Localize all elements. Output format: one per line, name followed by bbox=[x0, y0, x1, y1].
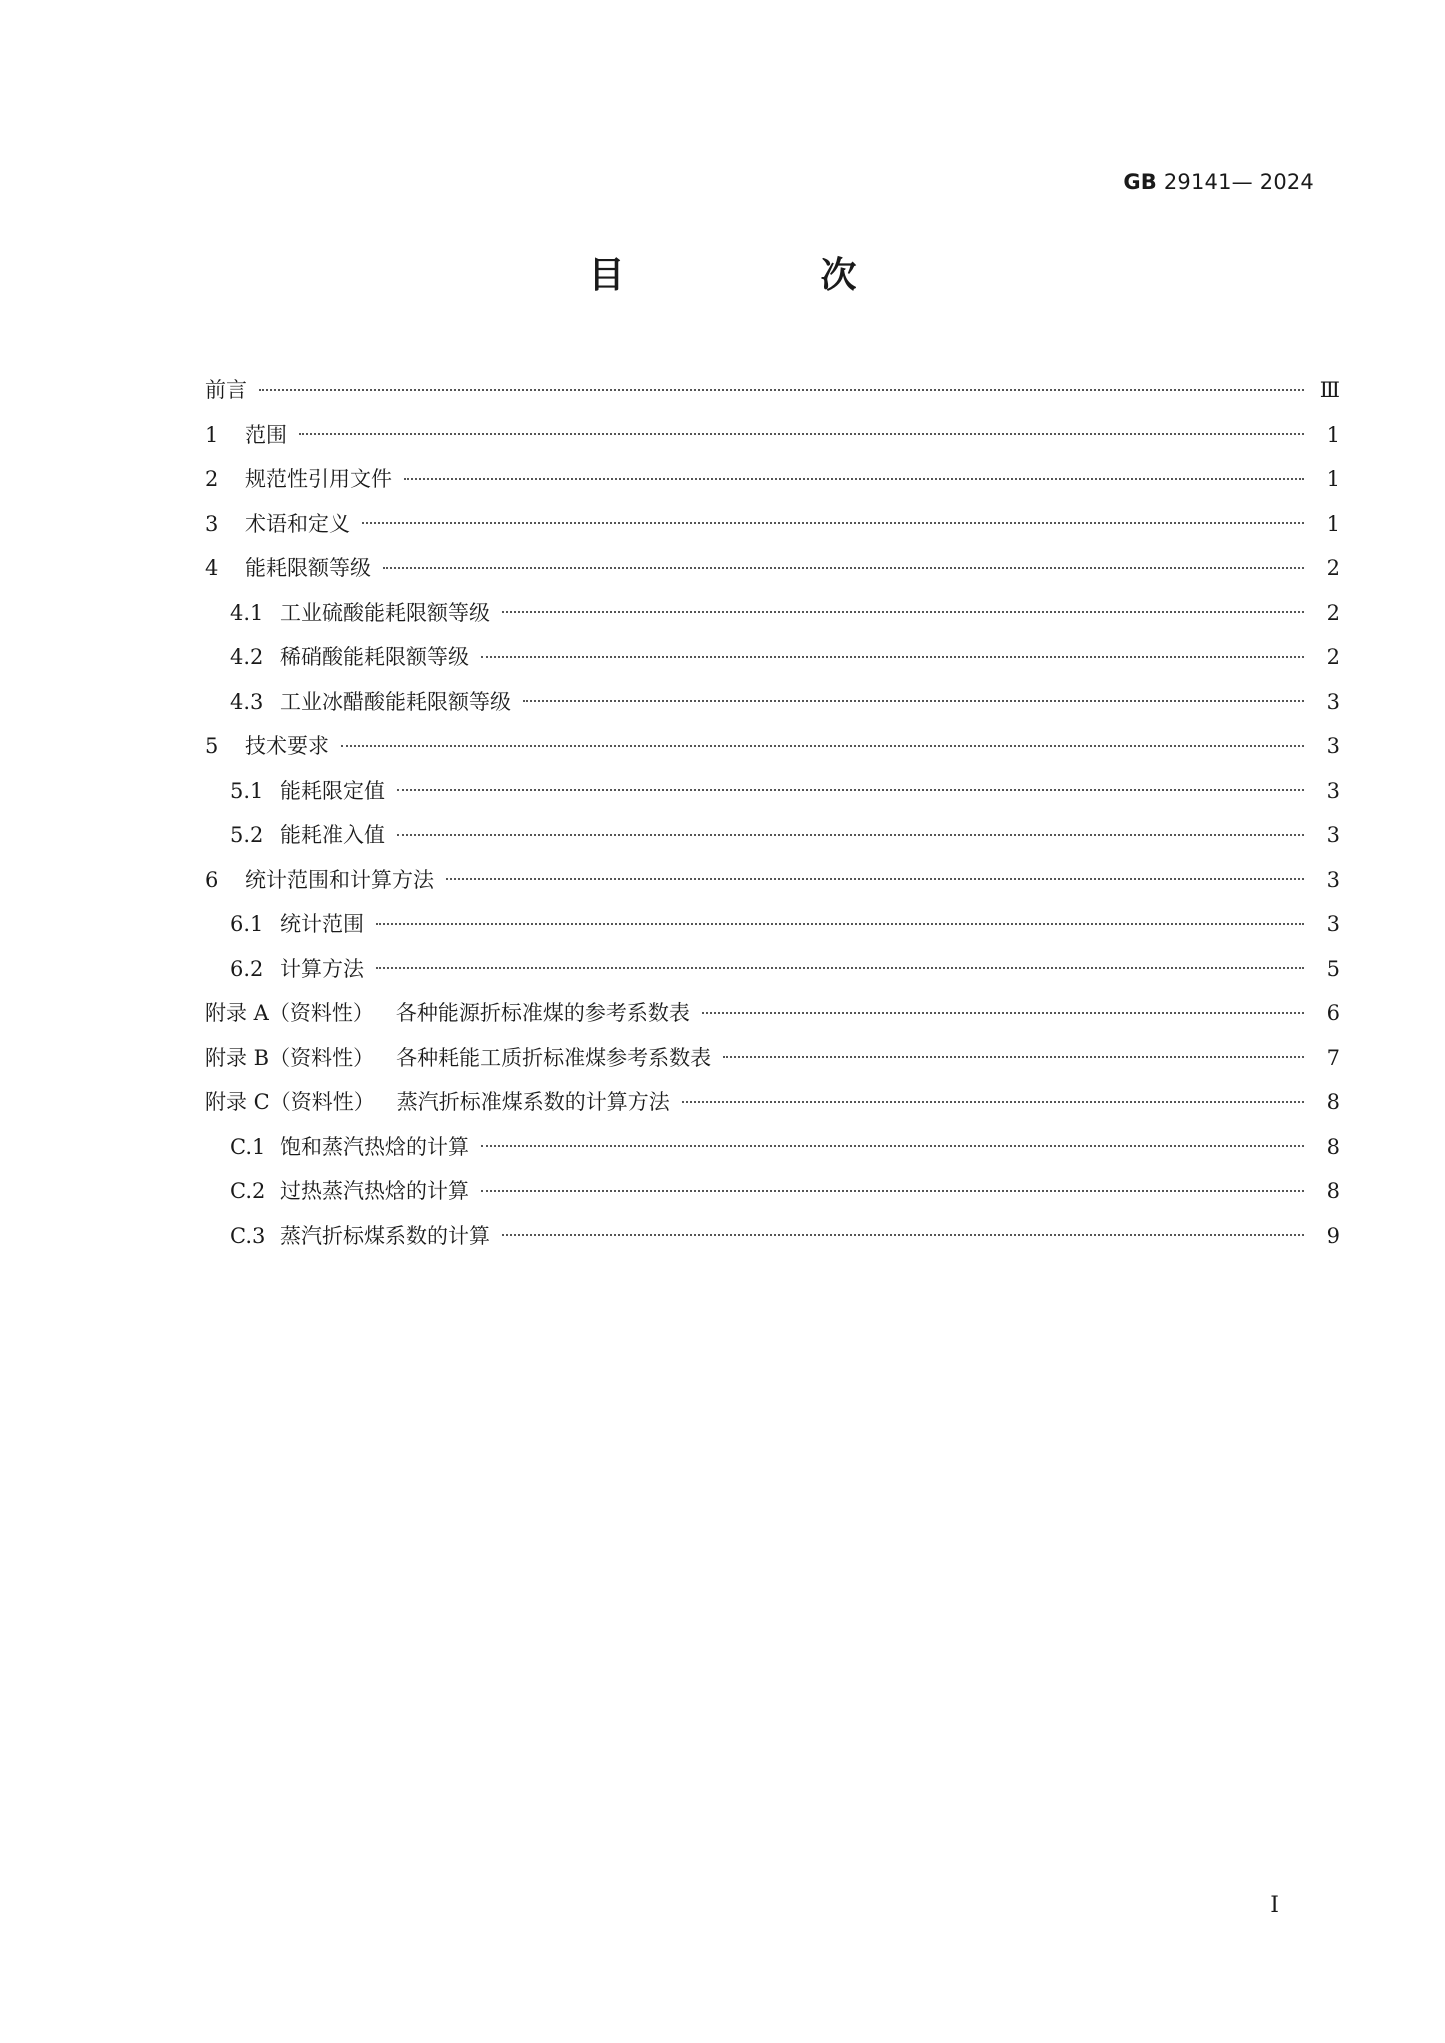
toc-entry-label-text: 范围 bbox=[245, 422, 287, 447]
toc-entry-page: Ⅲ bbox=[1319, 378, 1340, 402]
toc-entry-label bbox=[280, 680, 523, 725]
toc-entry-number: 1 bbox=[205, 422, 219, 447]
toc-entry-label-text: 能耗限额等级 bbox=[245, 556, 371, 580]
toc-entry-label-text: 计算方法 bbox=[280, 956, 364, 981]
toc-entry-number: 6 bbox=[205, 867, 219, 892]
toc-entry-label bbox=[205, 1080, 682, 1125]
toc-entry[interactable] bbox=[205, 1080, 1340, 1125]
toc-entry-number: 4.1 bbox=[230, 600, 264, 625]
dot-leader bbox=[259, 389, 1304, 391]
toc-entry[interactable] bbox=[205, 991, 1340, 1036]
dot-leader bbox=[502, 1234, 1304, 1236]
toc-entry-label bbox=[280, 769, 397, 814]
toc-entry-number: 5.1 bbox=[230, 778, 264, 803]
toc-entry-label bbox=[245, 724, 341, 769]
toc-entry-page: 8 bbox=[1326, 1179, 1340, 1203]
toc-entry-number: 6.1 bbox=[230, 912, 264, 936]
toc-entry[interactable] bbox=[205, 947, 1340, 992]
dot-leader bbox=[702, 1012, 1304, 1014]
dot-leader bbox=[502, 611, 1304, 613]
toc-entry-page: 3 bbox=[1326, 867, 1340, 892]
toc-entry-number: 2 bbox=[205, 467, 219, 491]
toc-entry-label-text: 技术要求 bbox=[245, 734, 329, 758]
toc-entry-label-text: 附录 B（资料性） bbox=[205, 1045, 375, 1070]
toc-entry-appendix-title: 各种能源折标准煤的参考系数表 bbox=[395, 1001, 690, 1025]
toc-entry[interactable] bbox=[205, 1169, 1340, 1214]
dot-leader bbox=[397, 834, 1304, 836]
toc-entry-label-text: 工业冰醋酸能耗限额等级 bbox=[280, 689, 511, 714]
toc-entry[interactable] bbox=[205, 413, 1340, 458]
toc-entry-number: C.2 bbox=[230, 1179, 266, 1203]
dot-leader bbox=[362, 522, 1304, 524]
toc-entry-label bbox=[205, 368, 259, 413]
dot-leader bbox=[341, 745, 1304, 747]
toc-entry-page: 3 bbox=[1326, 734, 1340, 758]
toc-entry-number: 4.2 bbox=[230, 645, 264, 669]
toc-entry-number: 4.3 bbox=[230, 689, 264, 714]
toc-entry-appendix-title: 蒸汽折标准煤系数的计算方法 bbox=[396, 1090, 670, 1114]
toc-entry-label-text: 稀硝酸能耗限额等级 bbox=[280, 645, 469, 669]
toc-entry-label bbox=[280, 1125, 481, 1170]
toc-entry-number: 5.2 bbox=[230, 823, 264, 847]
toc-entry-label bbox=[245, 413, 299, 458]
toc-entry[interactable] bbox=[205, 1125, 1340, 1170]
toc-entry[interactable] bbox=[205, 680, 1340, 725]
toc-entry[interactable] bbox=[205, 368, 1340, 413]
toc-entry-page: 3 bbox=[1326, 689, 1340, 714]
toc-entry-label-text: 规范性引用文件 bbox=[245, 467, 392, 491]
toc-entry-label-text: 术语和定义 bbox=[245, 511, 350, 536]
toc-entry[interactable] bbox=[205, 591, 1340, 636]
dot-leader bbox=[376, 923, 1304, 925]
toc-entry[interactable] bbox=[205, 1214, 1340, 1259]
toc-entry[interactable] bbox=[205, 769, 1340, 814]
toc-entry-page: 8 bbox=[1326, 1134, 1340, 1159]
toc-entry-appendix-title: 各种耗能工质折标准煤参考系数表 bbox=[396, 1045, 712, 1070]
dot-leader bbox=[481, 656, 1304, 658]
toc-entry-label bbox=[280, 902, 376, 947]
dot-leader bbox=[299, 433, 1304, 435]
toc-entry-label-text: 能耗准入值 bbox=[280, 823, 385, 847]
dot-leader bbox=[397, 789, 1304, 791]
toc-entry-number: C.1 bbox=[230, 1134, 266, 1159]
toc-entry-label bbox=[245, 546, 383, 591]
dot-leader bbox=[682, 1101, 1304, 1103]
toc-entry-label-text: 能耗限定值 bbox=[280, 778, 385, 803]
toc-entry-label bbox=[245, 858, 446, 903]
dot-leader bbox=[376, 967, 1304, 969]
toc-entry-number: C.3 bbox=[230, 1223, 266, 1248]
toc-entry-label-text: 附录 C（资料性） bbox=[205, 1090, 375, 1114]
toc-entry-page: 5 bbox=[1326, 956, 1340, 981]
toc-entry-page: 7 bbox=[1326, 1045, 1340, 1070]
toc-entry[interactable] bbox=[205, 457, 1340, 502]
page-number: I bbox=[1270, 1893, 1279, 1918]
toc-entry-number: 6.2 bbox=[230, 956, 264, 981]
toc-entry-label-text: 过热蒸汽热焓的计算 bbox=[280, 1179, 469, 1203]
standard-prefix: GB bbox=[1123, 170, 1157, 194]
toc-entry-label bbox=[280, 813, 397, 858]
toc-entry-page: 2 bbox=[1326, 645, 1340, 669]
toc-entry-number: 3 bbox=[205, 511, 219, 536]
toc-entry-label-text: 统计范围和计算方法 bbox=[245, 867, 434, 892]
dot-leader bbox=[446, 878, 1304, 880]
toc-entry-label-text: 蒸汽折标煤系数的计算 bbox=[280, 1223, 490, 1248]
toc-entry-label-text: 附录 A（资料性） bbox=[205, 1001, 374, 1025]
dot-leader bbox=[723, 1056, 1304, 1058]
toc-entry-page: 9 bbox=[1326, 1223, 1340, 1248]
toc-entry-page: 3 bbox=[1326, 778, 1340, 803]
toc-entry-page: 3 bbox=[1326, 912, 1340, 936]
table-of-contents bbox=[205, 368, 1340, 1258]
dot-leader bbox=[481, 1145, 1304, 1147]
toc-entry-page: 1 bbox=[1326, 511, 1340, 536]
toc-entry[interactable] bbox=[205, 635, 1340, 680]
toc-entry[interactable] bbox=[205, 546, 1340, 591]
toc-entry-label bbox=[280, 591, 502, 636]
toc-entry[interactable] bbox=[205, 813, 1340, 858]
toc-entry-label bbox=[280, 1169, 481, 1214]
dot-leader bbox=[404, 478, 1304, 480]
toc-entry-label-text: 统计范围 bbox=[280, 912, 364, 936]
toc-entry-label bbox=[245, 502, 362, 547]
toc-entry-label-text: 前言 bbox=[205, 378, 247, 402]
toc-entry-page: 8 bbox=[1326, 1090, 1340, 1114]
toc-entry[interactable] bbox=[205, 502, 1340, 547]
toc-entry[interactable] bbox=[205, 858, 1340, 903]
toc-entry-label bbox=[280, 635, 481, 680]
toc-entry-page: 2 bbox=[1326, 556, 1340, 580]
toc-entry-label bbox=[280, 947, 376, 992]
toc-title: 目 次 bbox=[588, 255, 937, 296]
toc-entry[interactable] bbox=[205, 724, 1340, 769]
standard-number: 29141— 2024 bbox=[1163, 170, 1314, 194]
toc-entry-label bbox=[205, 991, 702, 1036]
toc-entry[interactable] bbox=[205, 1036, 1340, 1081]
toc-entry-number: 4 bbox=[205, 556, 219, 580]
toc-entry-page: 1 bbox=[1326, 422, 1340, 447]
toc-entry-page: 6 bbox=[1326, 1001, 1340, 1025]
toc-entry-number: 5 bbox=[205, 734, 219, 758]
toc-entry[interactable] bbox=[205, 902, 1340, 947]
dot-leader bbox=[383, 567, 1304, 569]
toc-entry-page: 1 bbox=[1326, 467, 1340, 491]
toc-entry-page: 3 bbox=[1326, 823, 1340, 847]
dot-leader bbox=[523, 700, 1304, 702]
standard-code bbox=[1123, 170, 1314, 194]
dot-leader bbox=[481, 1190, 1304, 1192]
toc-entry-label bbox=[205, 1036, 723, 1081]
toc-entry-label-text: 饱和蒸汽热焓的计算 bbox=[280, 1134, 469, 1159]
toc-entry-label bbox=[245, 457, 404, 502]
toc-entry-label bbox=[280, 1214, 502, 1259]
toc-entry-page: 2 bbox=[1326, 600, 1340, 625]
toc-entry-label-text: 工业硫酸能耗限额等级 bbox=[280, 600, 490, 625]
